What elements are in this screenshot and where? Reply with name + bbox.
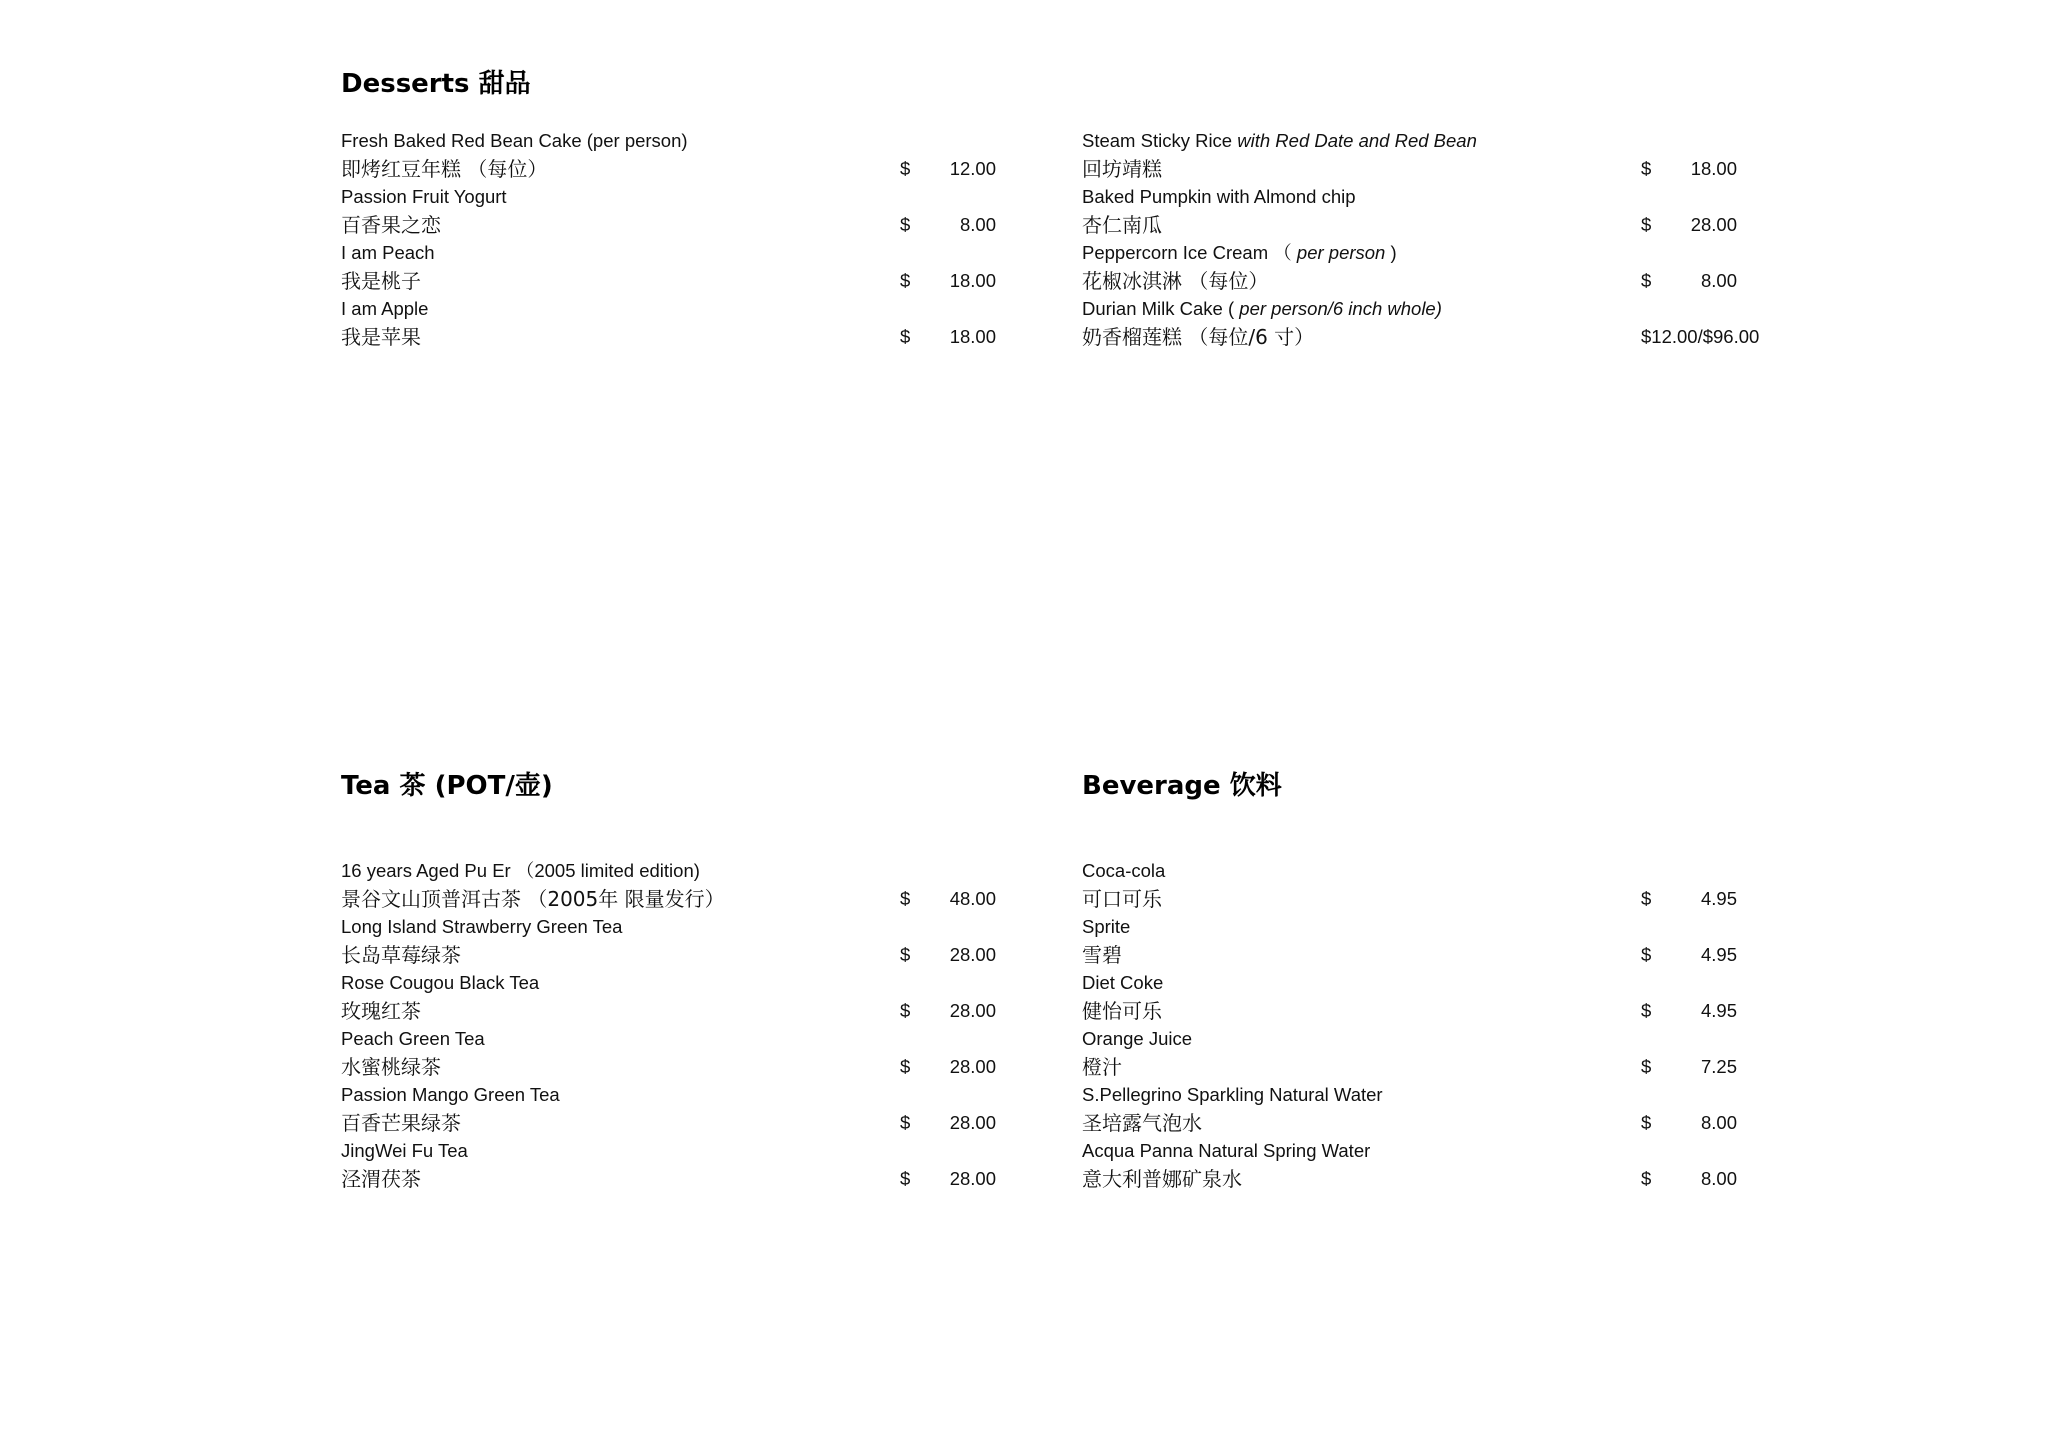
menu-item-pellegrino-water <box>1082 1084 1782 1140</box>
item-price: 7.25 <box>1700 1056 1737 1077</box>
menu-item-coca-cola <box>1082 860 1782 916</box>
currency-symbol: $ <box>1641 1168 1652 1189</box>
currency-symbol: $ <box>900 270 911 291</box>
item-price: 12.00 <box>949 158 996 179</box>
menu-item-i-am-apple <box>341 298 1001 354</box>
item-english-name: Passion Mango Green Tea <box>341 1084 560 1105</box>
menu-item-strawberry-green-tea <box>341 916 1001 972</box>
item-english-italic: per person <box>1296 242 1386 263</box>
item-price: 28.00 <box>949 1112 996 1133</box>
item-english-name: I am Apple <box>341 298 429 319</box>
item-english-name: Fresh Baked Red Bean Cake (per person) <box>341 130 688 151</box>
item-price: 48.00 <box>949 888 996 909</box>
item-chinese-name: 回坊靖糕 <box>1082 157 1162 181</box>
item-english-name <box>1082 242 1397 264</box>
desserts-title: Desserts 甜品 <box>341 69 531 99</box>
currency-symbol: $ <box>1641 1000 1652 1021</box>
menu-item-peach-green-tea <box>341 1028 1001 1084</box>
menu-item-steam-sticky-rice <box>1082 130 1782 186</box>
menu-item-diet-coke <box>1082 972 1782 1028</box>
currency-symbol: $ <box>900 214 911 235</box>
item-chinese-name: 雪碧 <box>1082 943 1122 967</box>
item-chinese-name: 泾渭茯茶 <box>341 1167 421 1191</box>
item-chinese-name: 奶香榴莲糕 （每位/6 寸） <box>1082 325 1315 349</box>
beverage-title: Beverage 饮料 <box>1082 771 1282 801</box>
item-english-name <box>1082 186 1356 208</box>
item-price: 18.00 <box>949 270 996 291</box>
item-english-plain: Baked Pumpkin with Almond chip <box>1082 186 1356 207</box>
item-chinese-name: 意大利普娜矿泉水 <box>1082 1167 1242 1191</box>
item-english-name <box>1082 130 1477 152</box>
currency-symbol: $ <box>1641 158 1652 179</box>
currency-symbol: $ <box>900 158 911 179</box>
item-chinese-name: 可口可乐 <box>1082 887 1162 911</box>
tea-title: Tea 茶 (POT/壶) <box>341 771 553 801</box>
item-english-name: Sprite <box>1082 916 1131 937</box>
item-english-name: Diet Coke <box>1082 972 1164 993</box>
menu-item-durian-milk-cake <box>1082 298 1782 354</box>
currency-symbol: $ <box>1641 214 1652 235</box>
item-chinese-name: 长岛草莓绿茶 <box>341 943 461 967</box>
item-price: 4.95 <box>1700 944 1737 965</box>
item-english-name: S.Pellegrino Sparkling Natural Water <box>1082 1084 1383 1105</box>
currency-symbol: $ <box>900 326 911 347</box>
currency-symbol: $ <box>900 944 911 965</box>
item-chinese-name: 健怡可乐 <box>1082 999 1162 1023</box>
menu-item-aged-pu-er <box>341 860 1001 916</box>
item-english-name: Passion Fruit Yogurt <box>341 186 507 207</box>
item-english-plain: Peppercorn Ice Cream （ <box>1082 242 1297 263</box>
item-chinese-name: 景谷文山顶普洱古茶 （2005年 限量发行） <box>341 887 725 911</box>
currency-symbol: $ <box>1641 1056 1652 1077</box>
item-price: 28.00 <box>949 1056 996 1077</box>
menu-item-peppercorn-ice-cream <box>1082 242 1782 298</box>
item-chinese-name: 我是桃子 <box>341 269 421 293</box>
item-english-plain: Steam Sticky Rice <box>1082 130 1238 151</box>
menu-item-passion-fruit-yogurt <box>341 186 1001 242</box>
menu-item-baked-pumpkin <box>1082 186 1782 242</box>
menu-item-orange-juice <box>1082 1028 1782 1084</box>
menu-item-jingwei-fu-tea <box>341 1140 1001 1196</box>
item-chinese-name: 橙汁 <box>1082 1055 1122 1079</box>
item-price: 8.00 <box>1700 1112 1737 1133</box>
item-english-name: Orange Juice <box>1082 1028 1193 1049</box>
item-english-name: Long Island Strawberry Green Tea <box>341 916 623 937</box>
item-english-name: Acqua Panna Natural Spring Water <box>1082 1140 1371 1161</box>
item-chinese-name: 水蜜桃绿茶 <box>341 1055 441 1079</box>
item-chinese-name: 玫瑰红茶 <box>341 999 421 1023</box>
item-english-italic: per person/6 inch whole) <box>1239 298 1442 319</box>
item-chinese-name: 花椒冰淇淋 （每位） <box>1082 269 1269 293</box>
currency-symbol: $ <box>900 1168 911 1189</box>
item-english-plain: Durian Milk Cake ( <box>1082 298 1240 319</box>
menu-item-i-am-peach <box>341 242 1001 298</box>
item-chinese-name: 百香芒果绿茶 <box>341 1111 461 1135</box>
item-price: 8.00 <box>959 214 996 235</box>
item-english-name: JingWei Fu Tea <box>341 1140 468 1161</box>
menu-item-sprite <box>1082 916 1782 972</box>
currency-symbol: $ <box>900 1056 911 1077</box>
item-english-name: Coca-cola <box>1082 860 1166 881</box>
item-price: 8.00 <box>1700 270 1737 291</box>
item-price: 28.00 <box>949 944 996 965</box>
item-price: 8.00 <box>1700 1168 1737 1189</box>
item-chinese-name: 百香果之恋 <box>341 213 441 237</box>
item-english-name: 16 years Aged Pu Er （2005 limited edition) <box>341 860 700 881</box>
item-english-tail: ) <box>1385 242 1397 263</box>
currency-symbol: $ <box>1641 270 1652 291</box>
item-english-name <box>1082 298 1442 320</box>
currency-symbol: $ <box>1641 944 1652 965</box>
item-price: 4.95 <box>1700 1000 1737 1021</box>
item-chinese-name: 即烤红豆年糕 （每位） <box>341 157 548 181</box>
item-chinese-name: 我是苹果 <box>341 325 421 349</box>
menu-item-red-bean-cake <box>341 130 1001 186</box>
menu-item-rose-black-tea <box>341 972 1001 1028</box>
item-price: 28.00 <box>949 1000 996 1021</box>
item-price: 28.00 <box>949 1168 996 1189</box>
item-english-name: Peach Green Tea <box>341 1028 485 1049</box>
item-chinese-name: 杏仁南瓜 <box>1082 213 1162 237</box>
item-price: 4.95 <box>1700 888 1737 909</box>
item-english-name: Rose Cougou Black Tea <box>341 972 540 993</box>
currency-symbol: $ <box>900 888 911 909</box>
item-price-combined: $12.00/$96.00 <box>1641 326 1760 347</box>
item-price: 28.00 <box>1690 214 1737 235</box>
menu-item-acqua-panna-water <box>1082 1140 1782 1196</box>
item-price: 18.00 <box>949 326 996 347</box>
currency-symbol: $ <box>900 1000 911 1021</box>
item-english-name: I am Peach <box>341 242 435 263</box>
item-english-italic: with Red Date and Red Bean <box>1237 130 1477 151</box>
currency-symbol: $ <box>1641 888 1652 909</box>
currency-symbol: $ <box>1641 1112 1652 1133</box>
item-chinese-name: 圣培露气泡水 <box>1082 1111 1202 1135</box>
menu-item-passion-mango-green-tea <box>341 1084 1001 1140</box>
currency-symbol: $ <box>900 1112 911 1133</box>
item-price: 18.00 <box>1690 158 1737 179</box>
